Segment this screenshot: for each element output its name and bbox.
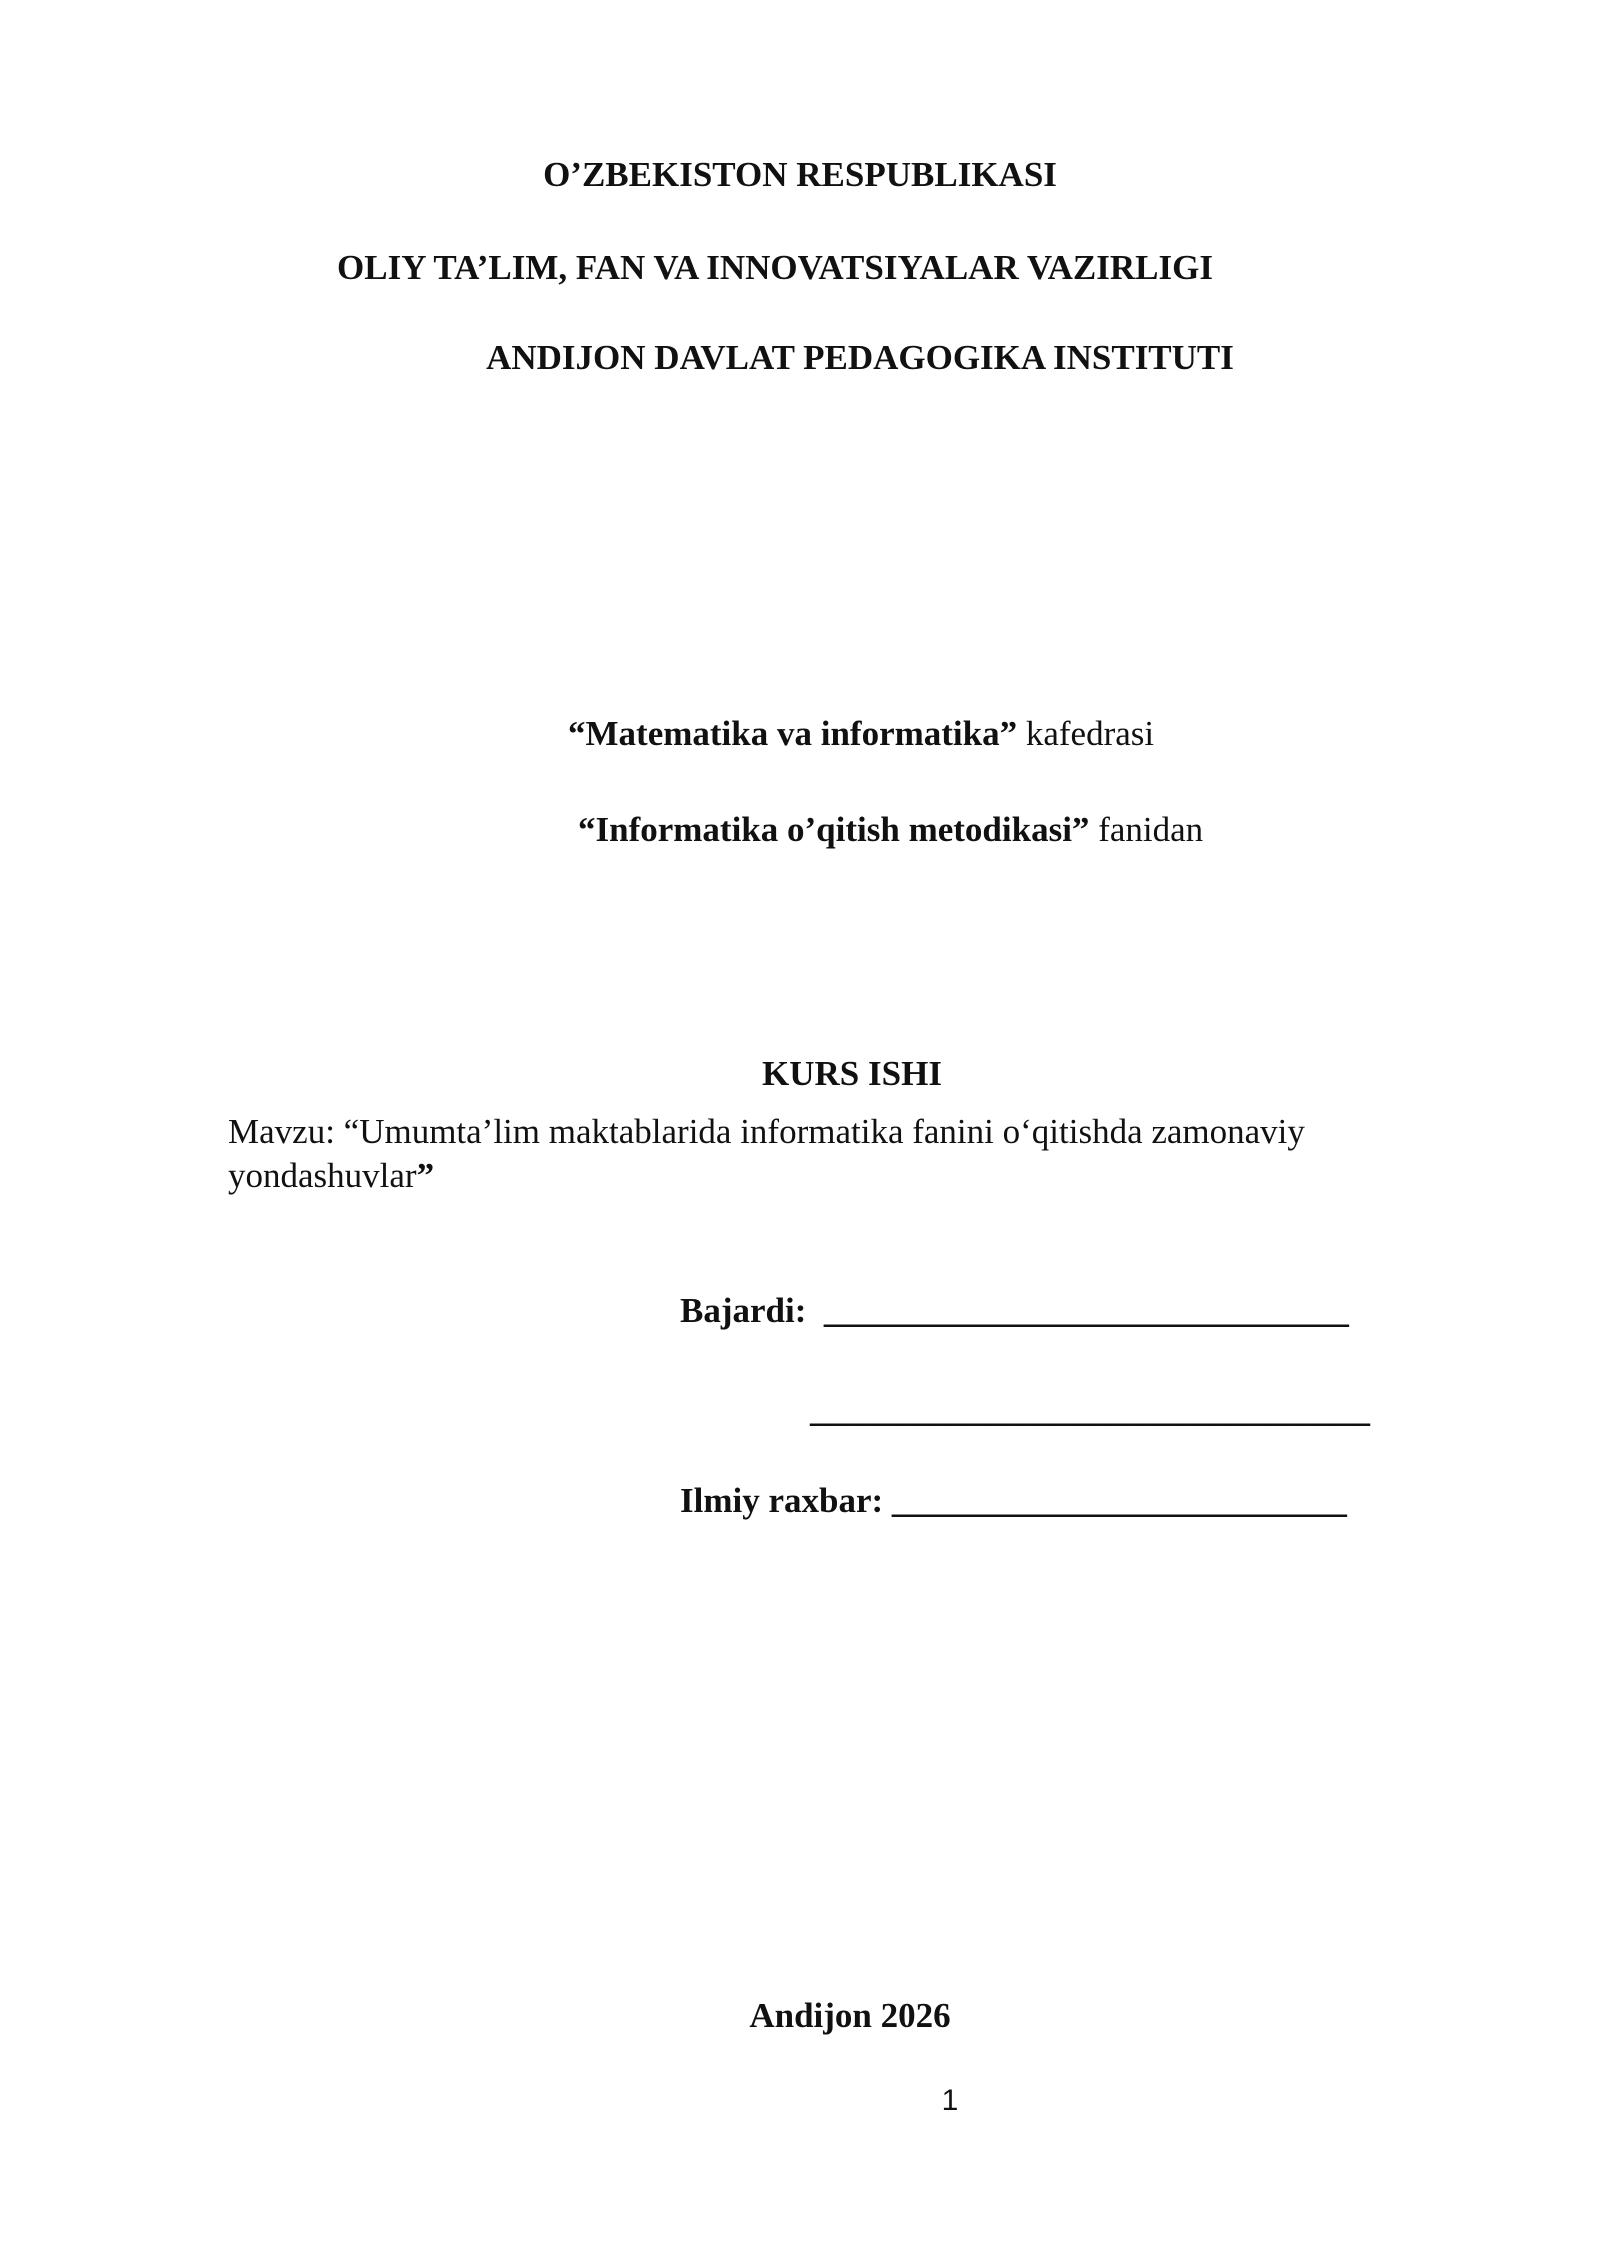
- subject-name: “Informatika o’qitish metodikasi”: [578, 810, 1090, 849]
- topic-text: [228, 1110, 1428, 1198]
- institute-title: ANDIJON DAVLAT PEDAGOGIKA INSTITUTI: [486, 338, 1234, 377]
- ministry-title: OLIY TA’LIM, FAN VA INNOVATSIYALAR VAZIRLIGI: [337, 248, 1213, 287]
- department-suffix: kafedrasi: [1017, 714, 1155, 753]
- page-number: 1: [941, 2084, 959, 2117]
- second-signature-blank: ________________________________: [810, 1390, 1370, 1429]
- work-type-title: KURS ISHI: [762, 1054, 942, 1093]
- supervisor-line: [680, 1479, 1347, 1523]
- city-year: Andijon 2026: [749, 1996, 951, 2035]
- subject-suffix: fanidan: [1089, 810, 1204, 849]
- supervisor-blank: __________________________: [891, 1481, 1347, 1520]
- performed-by-label: Bajardi:: [680, 1291, 807, 1330]
- country-title: O’ZBEKISTON RESPUBLIKASI: [543, 155, 1057, 194]
- performed-by-blank: ______________________________: [823, 1291, 1349, 1330]
- department-line: [568, 712, 1154, 756]
- department-name: “Matematika va informatika”: [568, 714, 1018, 753]
- topic-body: Mavzu: “Umumta’lim maktablarida informatika fanini o‘qitishda zamonaviy yondashuvlar: [228, 1112, 1305, 1195]
- subject-line: [578, 808, 1203, 852]
- topic-closing-quote: ”: [416, 1156, 435, 1195]
- performed-by-line: [680, 1289, 1349, 1333]
- supervisor-label: Ilmiy raxbar:: [680, 1481, 884, 1520]
